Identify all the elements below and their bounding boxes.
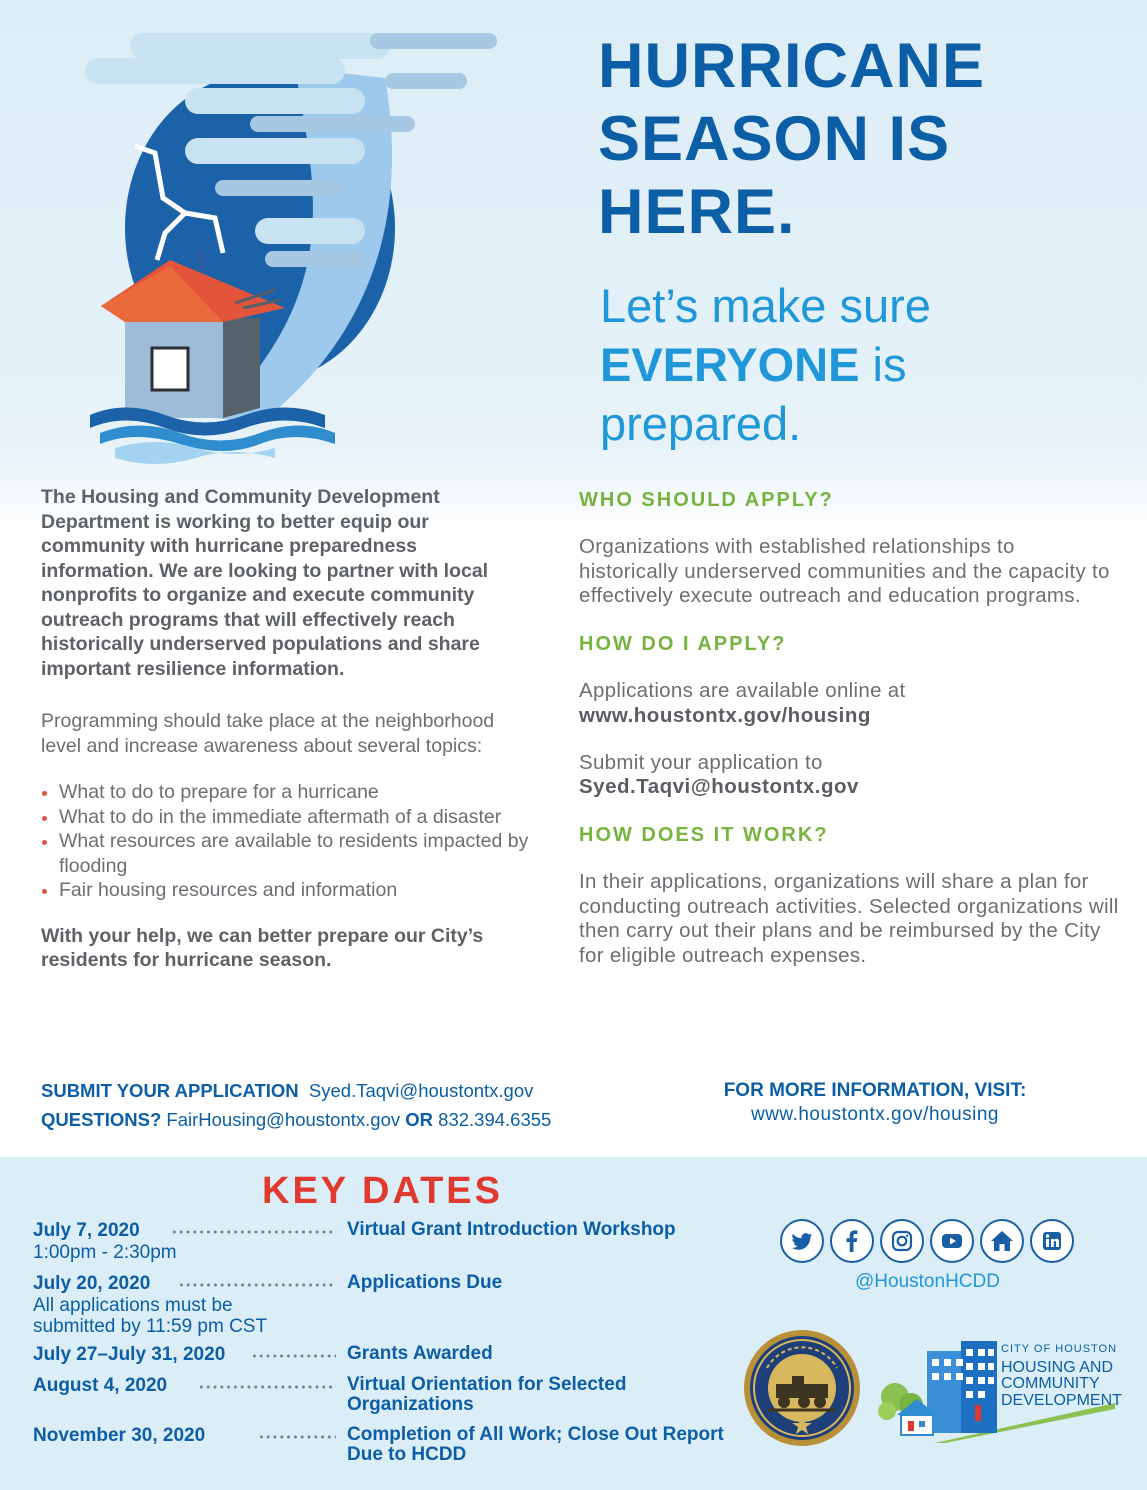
key-date-note: All applications must be submitted by 11:59 pm CST xyxy=(33,1295,268,1337)
or-label: OR xyxy=(405,1109,434,1130)
list-item: What to do in the immediate aftermath of a disaster xyxy=(41,805,531,830)
key-date-note: 1:00pm - 2:30pm xyxy=(33,1242,177,1263)
list-item: What to do to prepare for a hurricane xyxy=(41,780,531,805)
more-info-url-link[interactable]: www.houstontx.gov/housing xyxy=(750,1104,1000,1125)
topics-list xyxy=(41,780,531,903)
hcdd-small-text: CITY OF HOUSTON xyxy=(1001,1343,1118,1355)
left-column xyxy=(41,485,531,973)
work-text: In their applications, organizations will share a plan for conducting outreach activities. Selected organizations will then carry out their plans and be reimbursed by the City for eligible outreach expenses. xyxy=(579,869,1119,968)
home-icon[interactable] xyxy=(980,1219,1024,1263)
submit-text xyxy=(579,751,1119,800)
hcdd-line-1: HOUSING AND xyxy=(1001,1358,1114,1376)
closing-paragraph: With your help, we can better prepare our City’s residents for hurricane season. xyxy=(41,924,484,971)
key-date-row xyxy=(33,1374,753,1415)
dot-leader xyxy=(251,1354,336,1358)
key-date-event: Grants Awarded xyxy=(347,1343,493,1364)
submit-text-label: Submit your application to xyxy=(579,750,823,774)
how-text-label: Applications are available online at xyxy=(579,679,906,703)
work-heading: HOW DOES IT WORK? xyxy=(579,823,829,846)
intro-paragraph: The Housing and Community Development Department is working to better equip our community with hurricane preparedness information. We are looking to partner with local nonprofits to organize and execute community outreach programs that will effectively reach historically underserved populations and share important resilience information. xyxy=(41,486,489,680)
social-handle[interactable]: @HoustonHCDD xyxy=(855,1271,1000,1292)
dot-leader xyxy=(258,1435,336,1439)
key-date: July 20, 2020 xyxy=(33,1273,151,1294)
headline-line-3: HERE. xyxy=(598,177,796,247)
questions-label: QUESTIONS? xyxy=(41,1109,162,1130)
how-text xyxy=(579,679,1119,728)
headline-line-1: HURRICANE xyxy=(598,31,985,101)
key-date-row xyxy=(33,1344,753,1366)
dot-leader xyxy=(178,1283,336,1287)
headline-line-2: SEASON IS xyxy=(598,104,951,174)
contact-block xyxy=(41,1076,551,1134)
twitter-icon[interactable] xyxy=(780,1219,824,1263)
subheadline xyxy=(600,276,1120,453)
key-date-event: Completion of All Work; Close Out Report Due to HCDD xyxy=(347,1424,724,1465)
list-item: What resources are available to residents impacted by flooding xyxy=(41,829,531,878)
phone-number[interactable]: 832.394.6355 xyxy=(438,1109,552,1130)
subhead-part-3: prepared. xyxy=(600,397,802,450)
submit-label: SUBMIT YOUR APPLICATION xyxy=(41,1080,299,1101)
key-date-event: Virtual Orientation for Selected Organizations xyxy=(347,1374,627,1415)
list-item: Fair housing resources and information xyxy=(41,878,531,903)
instagram-icon[interactable] xyxy=(880,1219,924,1263)
key-date: July 7, 2020 xyxy=(33,1220,140,1241)
hcdd-line-2: COMMUNITY xyxy=(1001,1375,1100,1392)
who-heading: WHO SHOULD APPLY? xyxy=(579,489,834,511)
key-date-row xyxy=(33,1273,753,1337)
social-icons xyxy=(780,1219,1075,1264)
who-text: Organizations with established relationships to historically underserved communities and the capacity to effectively execute outreach and education programs. xyxy=(579,535,1110,608)
dot-leader xyxy=(198,1385,336,1389)
headline xyxy=(598,30,1118,249)
key-date: August 4, 2020 xyxy=(33,1375,168,1396)
how-heading: HOW DO I APPLY? xyxy=(579,633,787,656)
key-dates-title: KEY DATES xyxy=(262,1170,503,1212)
key-date: July 27–July 31, 2020 xyxy=(33,1344,226,1365)
facebook-icon[interactable] xyxy=(830,1219,874,1263)
key-date-event: Applications Due xyxy=(347,1272,503,1293)
right-column xyxy=(579,487,1119,969)
linkedin-icon[interactable] xyxy=(1030,1219,1074,1263)
subhead-part-2: is xyxy=(872,338,907,391)
youtube-icon[interactable] xyxy=(930,1219,974,1263)
subhead-part-1: Let’s make sure xyxy=(600,279,931,332)
more-info-label: FOR MORE INFORMATION, VISIT: xyxy=(723,1080,1027,1101)
questions-email-link[interactable]: FairHousing@houstontx.gov xyxy=(166,1109,401,1130)
how-url-link[interactable]: www.houstontx.gov/housing xyxy=(579,703,871,727)
more-info-block xyxy=(670,1079,1080,1127)
hcdd-line-3: DEVELOPMENT xyxy=(1001,1391,1122,1409)
hcdd-wordmark xyxy=(1001,1341,1122,1409)
dot-leader xyxy=(171,1230,336,1234)
contact-submit-email-link[interactable]: Syed.Taqvi@houstontx.gov xyxy=(308,1080,534,1101)
key-date: November 30, 2020 xyxy=(33,1425,206,1446)
key-date-row xyxy=(33,1424,753,1465)
submit-email-link[interactable]: Syed.Taqvi@houstontx.gov xyxy=(579,775,859,799)
programming-paragraph: Programming should take place at the neighborhood level and increase awareness about several topics: xyxy=(41,710,495,757)
city-seal-logo xyxy=(742,1328,862,1448)
key-date-row xyxy=(33,1220,753,1263)
hurricane-illustration xyxy=(85,28,505,468)
subhead-emphasis: EVERYONE xyxy=(600,338,860,391)
key-date-event: Virtual Grant Introduction Workshop xyxy=(347,1219,676,1240)
